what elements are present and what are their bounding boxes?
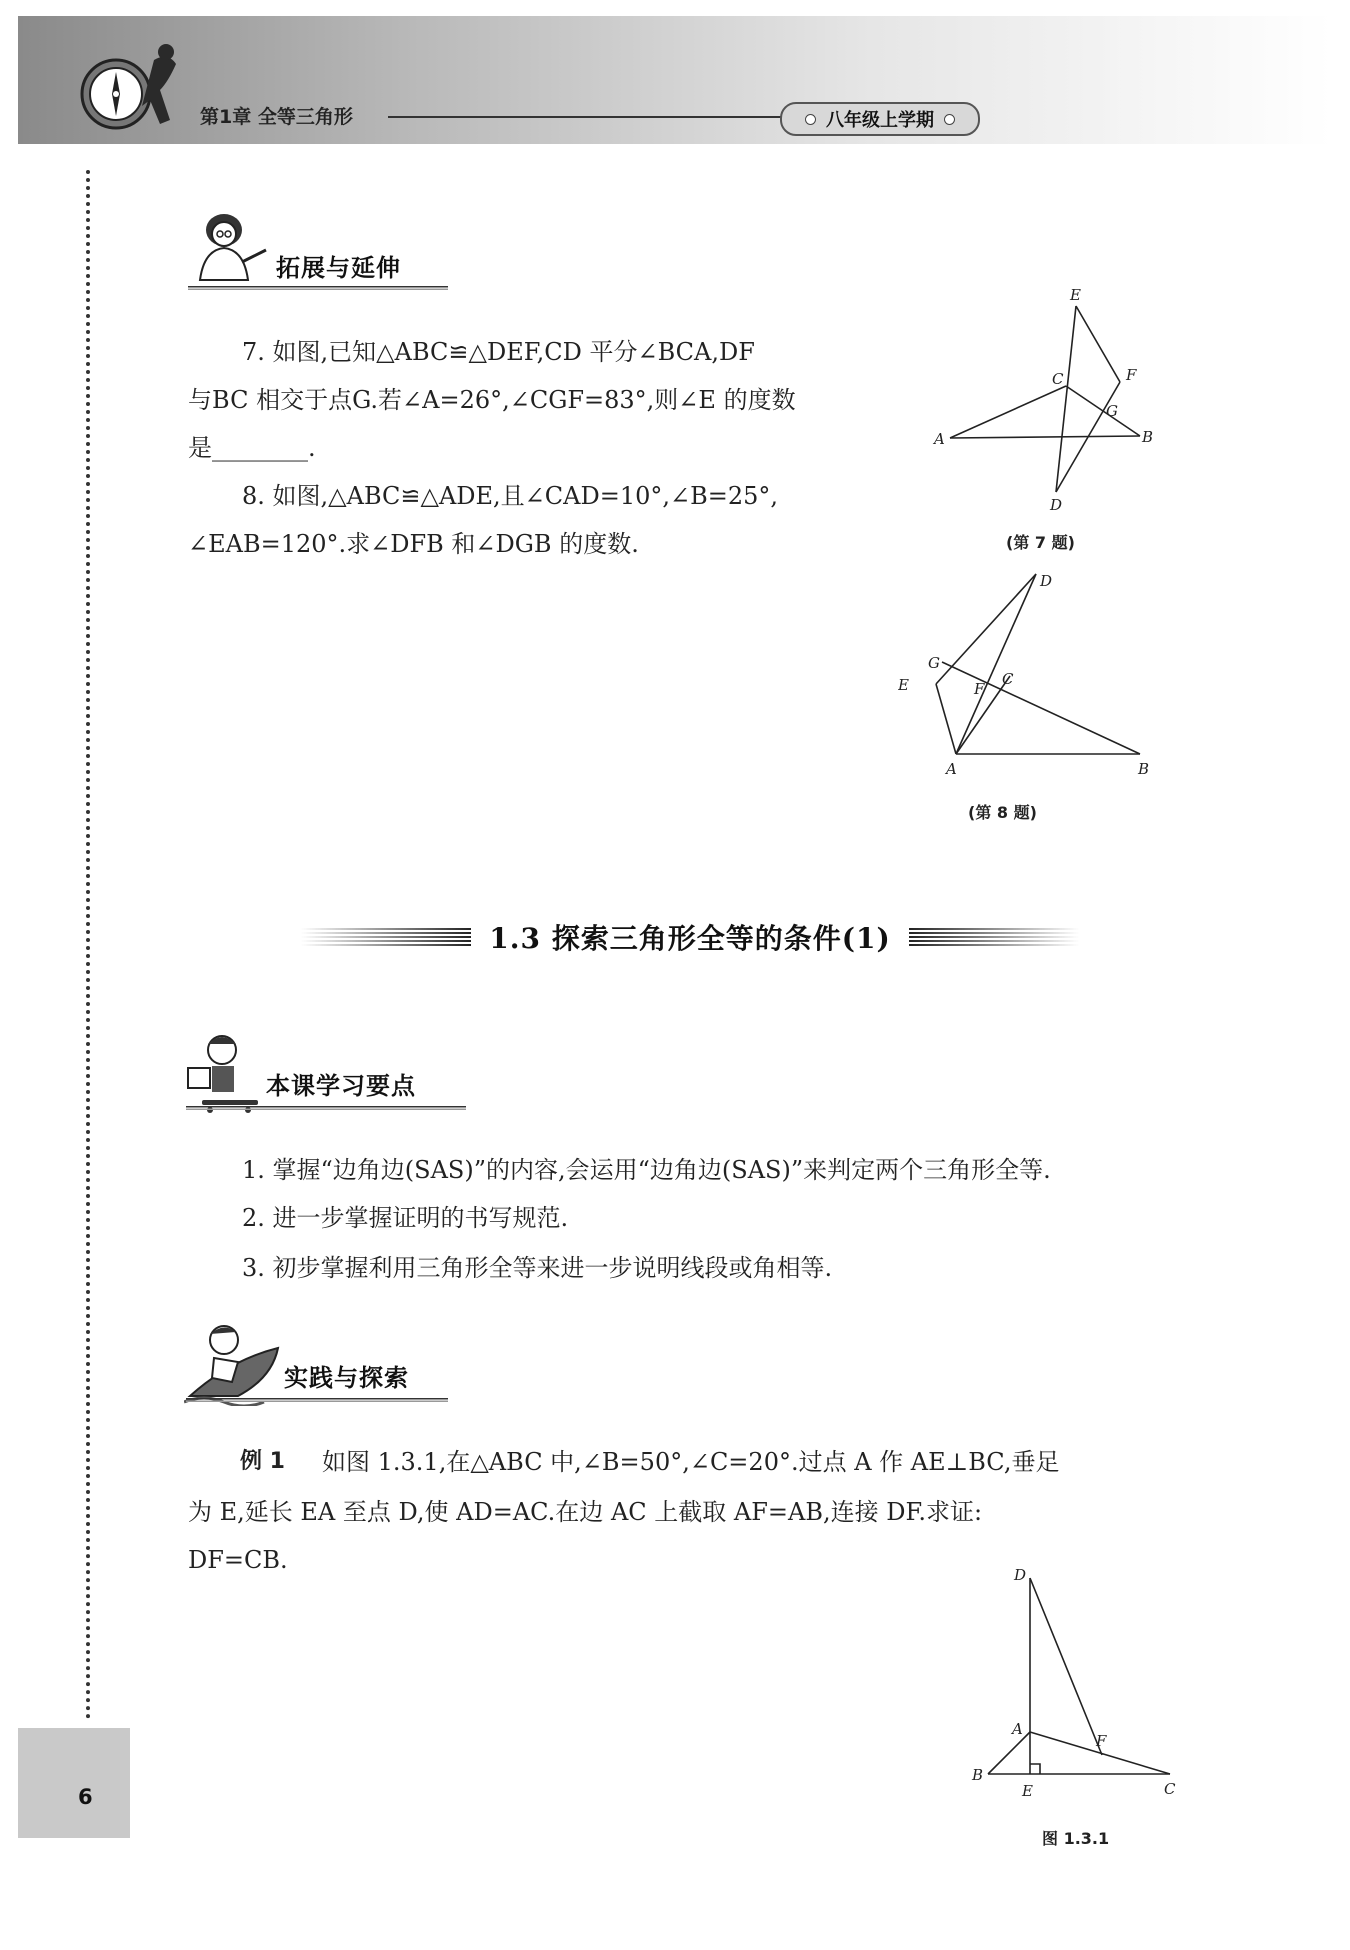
header-bottom-edge [0,144,1350,152]
fig131-label-d: D [1014,1566,1027,1584]
fig7-label-b: B [1142,428,1154,446]
fig131-label-e: E [1022,1782,1033,1800]
teacher-icon [186,210,270,282]
key-point-1: 1. 掌握“边角边(SAS)”的内容,会运用“边角边(SAS)”来判定两个三角形全等. [242,1156,1051,1184]
student-skateboard-icon [182,1030,268,1116]
fig8-segment-ed [936,574,1036,684]
fig8-label-d: D [1040,572,1053,590]
fig131-right-angle-mark [1030,1764,1040,1774]
key-point-2: 2. 进一步掌握证明的书写规范. [242,1204,569,1232]
grade-label: 八年级上学期 [826,110,934,131]
fig8-label-e: E [898,676,909,694]
grade-badge [780,102,980,136]
page-number: 6 [78,1785,93,1809]
header-rule [388,116,786,118]
fig131-segment-ba [988,1732,1030,1774]
fig7-label-a: A [934,430,945,448]
fig7-segment-ab [950,436,1140,438]
practice-title: 实践与探索 [284,1364,409,1392]
grade-badge-dot-left [805,114,816,125]
fig131-label-a: A [1012,1720,1023,1738]
figure-1-3-1-caption: 图 1.3.1 [1042,1829,1110,1848]
example-line1: 如图 1.3.1,在△ABC 中,∠B=50°,∠C=20°.过点 A 作 AE⊥BC,垂足 [322,1448,1060,1476]
fig7-label-g: G [1106,402,1118,420]
compass-runner-logo [44,40,194,144]
fig8-segment-ad [956,574,1036,754]
fig131-label-b: B [972,1766,984,1784]
q7-line3: 是________. [188,434,316,462]
fig8-label-f: F [974,680,985,698]
fig8-label-g: G [928,654,940,672]
practice-underline [186,1398,448,1402]
fig7-label-e: E [1070,286,1081,304]
fig7-segment-ac [950,386,1066,438]
fig8-segment-gb [942,662,1140,754]
grade-badge-dot-right [944,114,955,125]
fig7-segment-ef [1076,306,1120,382]
q7-line1: 7. 如图,已知△ABC≌△DEF,CD 平分∠BCA,DF [242,338,755,366]
fig8-label-a: A [946,760,957,778]
boy-surfing-icon [184,1320,284,1406]
chapter-title: 第1章 全等三角形 [200,106,353,128]
fig7-label-c: C [1052,370,1064,388]
figure-1-3-1 [960,1560,1180,1810]
fig8-label-c: C [1002,670,1014,688]
lesson-title-stripes-right [909,928,1079,946]
lesson-title-bar [255,912,1125,962]
extension-title-underline [188,286,448,290]
fig131-label-f: F [1096,1732,1107,1750]
fig131-segment-df [1030,1578,1102,1755]
margin-dotted-rule [86,170,90,1720]
fig7-label-d: D [1050,496,1063,514]
fig8-label-b: B [1138,760,1150,778]
fig8-segment-ea [936,684,956,754]
figure-q7 [930,286,1160,516]
key-point-3: 3. 初步掌握利用三角形全等来进一步说明线段或角相等. [242,1254,833,1282]
key-points-underline [186,1106,466,1110]
lesson-title: 1.3 探索三角形全等的条件(1) [489,922,891,955]
lesson-title-stripes-left [301,928,471,946]
fig8-caption: (第 8 题) [968,803,1037,822]
fig7-caption: (第 7 题) [1006,533,1075,552]
key-points-title: 本课学习要点 [266,1072,416,1100]
q8-line1: 8. 如图,△ABC≌△ADE,且∠CAD=10°,∠B=25°, [242,482,779,510]
extension-section-title: 拓展与延伸 [276,254,401,282]
figure-q8 [898,568,1168,786]
example-label: 例 1 [240,1449,285,1474]
example-line2: 为 E,延长 EA 至点 D,使 AD=AC.在边 AC 上截取 AF=AB,连接 DF.求证: [188,1498,983,1526]
fig7-label-f: F [1126,366,1137,384]
example-line3: DF=CB. [188,1546,288,1574]
q8-line2: ∠EAB=120°.求∠DFB 和∠DGB 的度数. [188,530,639,558]
fig131-label-c: C [1164,1780,1176,1798]
q7-line2: 与BC 相交于点G.若∠A=26°,∠CGF=83°,则∠E 的度数 [188,386,796,414]
page-number-box [18,1728,130,1838]
